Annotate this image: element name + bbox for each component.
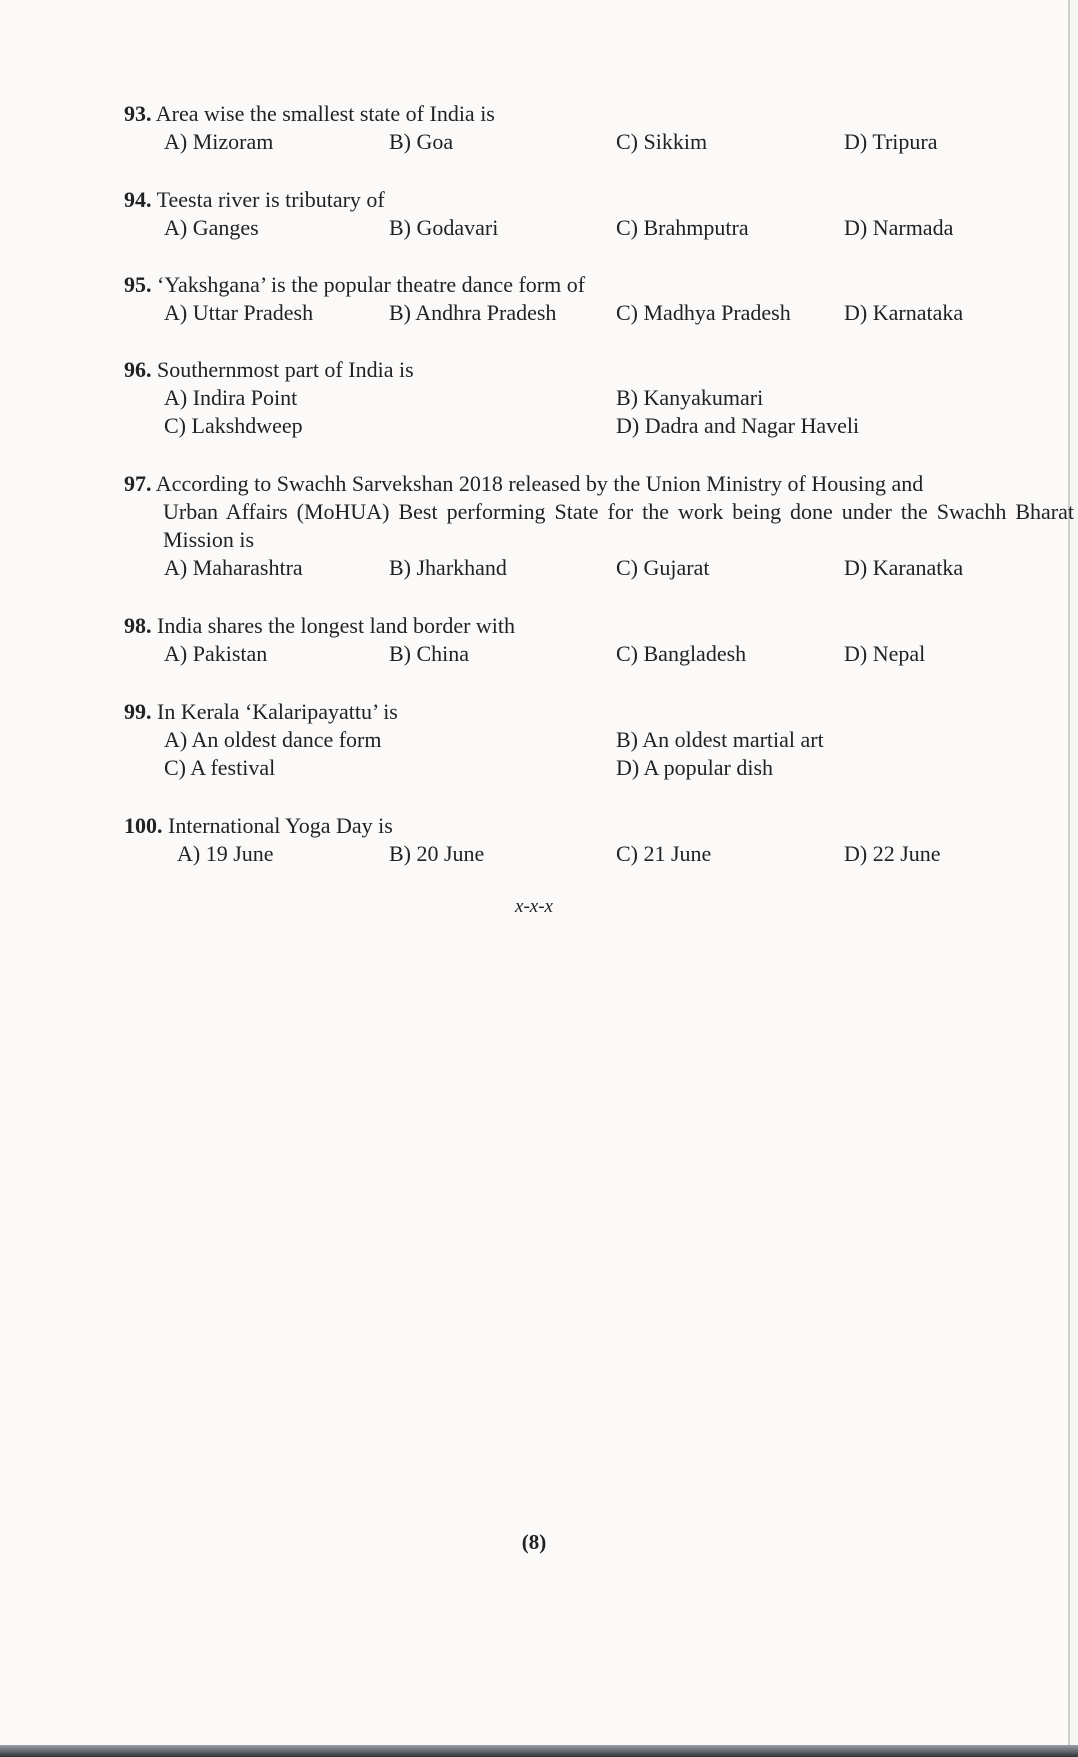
option-a: A) Uttar Pradesh: [164, 300, 314, 325]
option-b: B) Kanyakumari: [616, 385, 764, 410]
option-a: A) Pakistan: [164, 641, 268, 666]
option-a: A) An oldest dance form: [164, 727, 382, 752]
question-99: [124, 698, 1074, 782]
question-text: International Yoga Day is: [168, 813, 393, 838]
question-93: [124, 100, 1074, 156]
option-c: C) Brahmputra: [616, 215, 749, 240]
option-c: C) Bangladesh: [616, 641, 747, 666]
question-text: Area wise the smallest state of India is: [155, 101, 495, 126]
option-a: A) Indira Point: [164, 385, 298, 410]
option-d: D) Karnataka: [844, 300, 964, 325]
option-a: A) Ganges: [164, 215, 259, 240]
option-c: C) Madhya Pradesh: [616, 300, 791, 325]
option-b: B) Andhra Pradesh: [389, 300, 557, 325]
option-c: C) Lakshdweep: [164, 413, 303, 438]
question-number: 93.: [124, 101, 152, 126]
option-d: D) 22 June: [844, 841, 941, 866]
option-d: D) Karanatka: [844, 555, 964, 580]
question-text: ‘Yakshgana’ is the popular theatre dance form of: [157, 272, 586, 297]
question-text: India shares the longest land border with: [157, 613, 516, 638]
option-b: B) 20 June: [389, 841, 485, 866]
option-a: A) 19 June: [177, 841, 274, 866]
question-98: [124, 612, 1074, 668]
option-d: D) A popular dish: [616, 755, 774, 780]
option-b: B) Goa: [389, 129, 454, 154]
option-c: C) Gujarat: [616, 555, 710, 580]
option-d: D) Narmada: [844, 215, 954, 240]
page-number: (8): [521, 1530, 547, 1554]
option-d: D) Dadra and Nagar Haveli: [616, 413, 860, 438]
option-c: C) Sikkim: [616, 129, 708, 154]
option-b: B) Jharkhand: [389, 555, 507, 580]
option-d: D) Tripura: [844, 129, 938, 154]
option-b: B) Godavari: [389, 215, 499, 240]
option-a: A) Maharashtra: [164, 555, 303, 580]
end-mark: x-x-x: [515, 896, 553, 917]
question-94: [124, 186, 1074, 242]
question-number: 95.: [124, 272, 152, 297]
question-number: 97.: [124, 471, 152, 496]
question-number: 96.: [124, 357, 152, 382]
option-c: C) A festival: [164, 755, 276, 780]
question-96: [124, 356, 1074, 440]
option-a: A) Mizoram: [164, 129, 274, 154]
question-number: 99.: [124, 699, 152, 724]
option-d: D) Nepal: [844, 641, 926, 666]
question-text-continued: Urban Affairs (MoHUA) Best performing State for the work being done under the Swachh Bharat Mission is: [163, 499, 1074, 552]
question-95: [124, 271, 1074, 327]
option-c: C) 21 June: [616, 841, 712, 866]
question-number: 98.: [124, 613, 152, 638]
question-text: In Kerala ‘Kalaripayattu’ is: [157, 699, 398, 724]
question-97: [124, 470, 1074, 582]
question-text-line-1: According to Swachh Sarvekshan 2018 released by the Union Ministry of Housing and: [155, 471, 924, 496]
option-b: B) China: [389, 641, 470, 666]
question-text: Southernmost part of India is: [157, 357, 414, 382]
scan-bottom-edge: [0, 1745, 1078, 1757]
question-text: Teesta river is tributary of: [156, 187, 385, 212]
question-number: 100.: [124, 813, 163, 838]
question-number: 94.: [124, 187, 152, 212]
option-b: B) An oldest martial art: [616, 727, 824, 752]
question-100: [124, 812, 1074, 868]
